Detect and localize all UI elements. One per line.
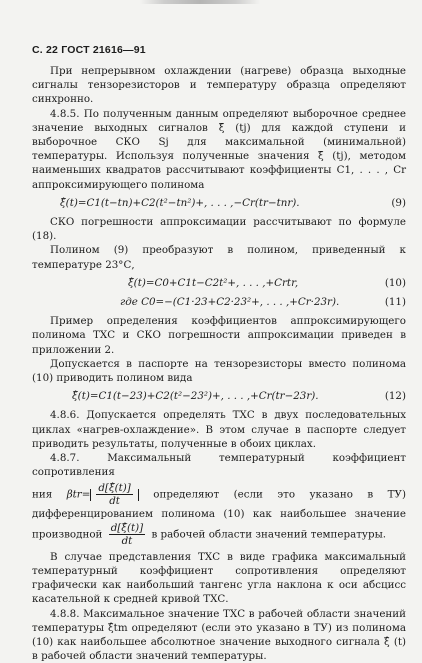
equation-10-formula: ξ̂(t)=C0+C1t−C2t²+, . . . ,+Crtr, bbox=[32, 276, 298, 290]
paragraph-4-8-8: 4.8.8. Максимальное значение ТХС в рабочей области значений температуры ξ̂tm определяют (если это указано в ТУ) из полинома (10) как наибольшее абсолютное значение выходного сигнала ξ̂ (t) в рабочей области значений температуры. bbox=[32, 607, 406, 663]
equation-12-formula: ξ̂(t)=C1(t−23)+C2(t²−23²)+, . . . ,+Cr(tr−23r). bbox=[32, 389, 319, 403]
paragraph-4-8-6: 4.8.6. Допускается определять ТХС в двух последовательных циклах «нагрев-охлаждение». В этом случае в паспорте следует приводить результаты, полученные в обоих циклах. bbox=[32, 408, 406, 451]
beta-fraction bbox=[96, 482, 132, 507]
derivative-denominator: dt bbox=[120, 535, 135, 547]
equation-10 bbox=[32, 276, 406, 290]
page-header: С. 22 ГОСТ 21616—91 bbox=[32, 44, 146, 56]
paragraph-sko: СКО погрешности аппроксимации рассчитывают по формуле (18). bbox=[32, 215, 406, 243]
equation-11 bbox=[32, 295, 406, 309]
equation-9 bbox=[32, 196, 406, 210]
equation-11-number: (11) bbox=[385, 295, 406, 309]
beta-line-prefix: ния bbox=[32, 489, 52, 501]
document-body bbox=[32, 64, 406, 663]
equation-12 bbox=[32, 389, 406, 403]
equation-10-number: (10) bbox=[385, 276, 406, 290]
beta-numerator: d[ξ̂(t)] bbox=[96, 482, 132, 495]
equation-9-formula: ξ̂(t)=C1(t−tn)+C2(t²−tn²)+, . . . ,−Cr(tr−tnr). bbox=[32, 196, 300, 210]
equation-12-number: (12) bbox=[385, 389, 406, 403]
derivative-fraction bbox=[109, 522, 145, 547]
equation-9-number: (9) bbox=[391, 196, 406, 210]
paragraph-graph: В случае представления ТХС в виде графика максимальный температурный коэффициент сопротивления определяют графически как наибольший тангенс угла наклона к оси абсцисс касательной к средней кривой ТХС. bbox=[32, 550, 406, 607]
beta-text: определяют (если это указано в ТУ) дифференцированием полинома (10) как наибольшее значение производной bbox=[32, 489, 406, 540]
paragraph-passport: Допускается в паспорте на тензорезисторы вместо полинома (10) приводить полином вида bbox=[32, 357, 406, 385]
beta-symbol: βtr= bbox=[67, 489, 91, 501]
paragraph-example: Пример определения коэффициентов аппроксимирующего полинома ТХС и СКО погрешности аппроксимации приведен в приложении 2. bbox=[32, 314, 406, 357]
derivative-numerator: d[ξ̂(t)] bbox=[109, 522, 145, 535]
equation-11-formula: где C0=−(C1·23+C2·23²+, . . . ,+Cr·23r). bbox=[32, 295, 339, 309]
paragraph-4-8-5: 4.8.5. По полученным данным определяют выборочное среднее значение выходных сигналов ξ̄ (tj) для каждой ступени и выборочное СКО Sj для максимальной (минимальной) температуры. Используя полученные значения ξ̄ (tj), методом наименьших квадратов рассчитывают коэффициенты C1, . . . , Cr аппроксимирующего полинома bbox=[32, 107, 406, 192]
paragraph-sync: При непрерывном охлаждении (нагреве) образца выходные сигналы тензорезисторов и температуру образца определяют синхронно. bbox=[32, 64, 406, 107]
scan-artifact bbox=[140, 0, 260, 4]
derivative-text: в рабочей области значений температуры. bbox=[151, 528, 386, 540]
paragraph-beta bbox=[32, 482, 406, 546]
paragraph-4-8-7: 4.8.7. Максимальный температурный коэффициент сопротивления bbox=[32, 451, 406, 479]
beta-abs bbox=[90, 489, 138, 501]
paragraph-polynom-23: Полином (9) преобразуют в полином, приведенный к температуре 23°С, bbox=[32, 243, 406, 271]
beta-denominator: dt bbox=[107, 495, 122, 507]
